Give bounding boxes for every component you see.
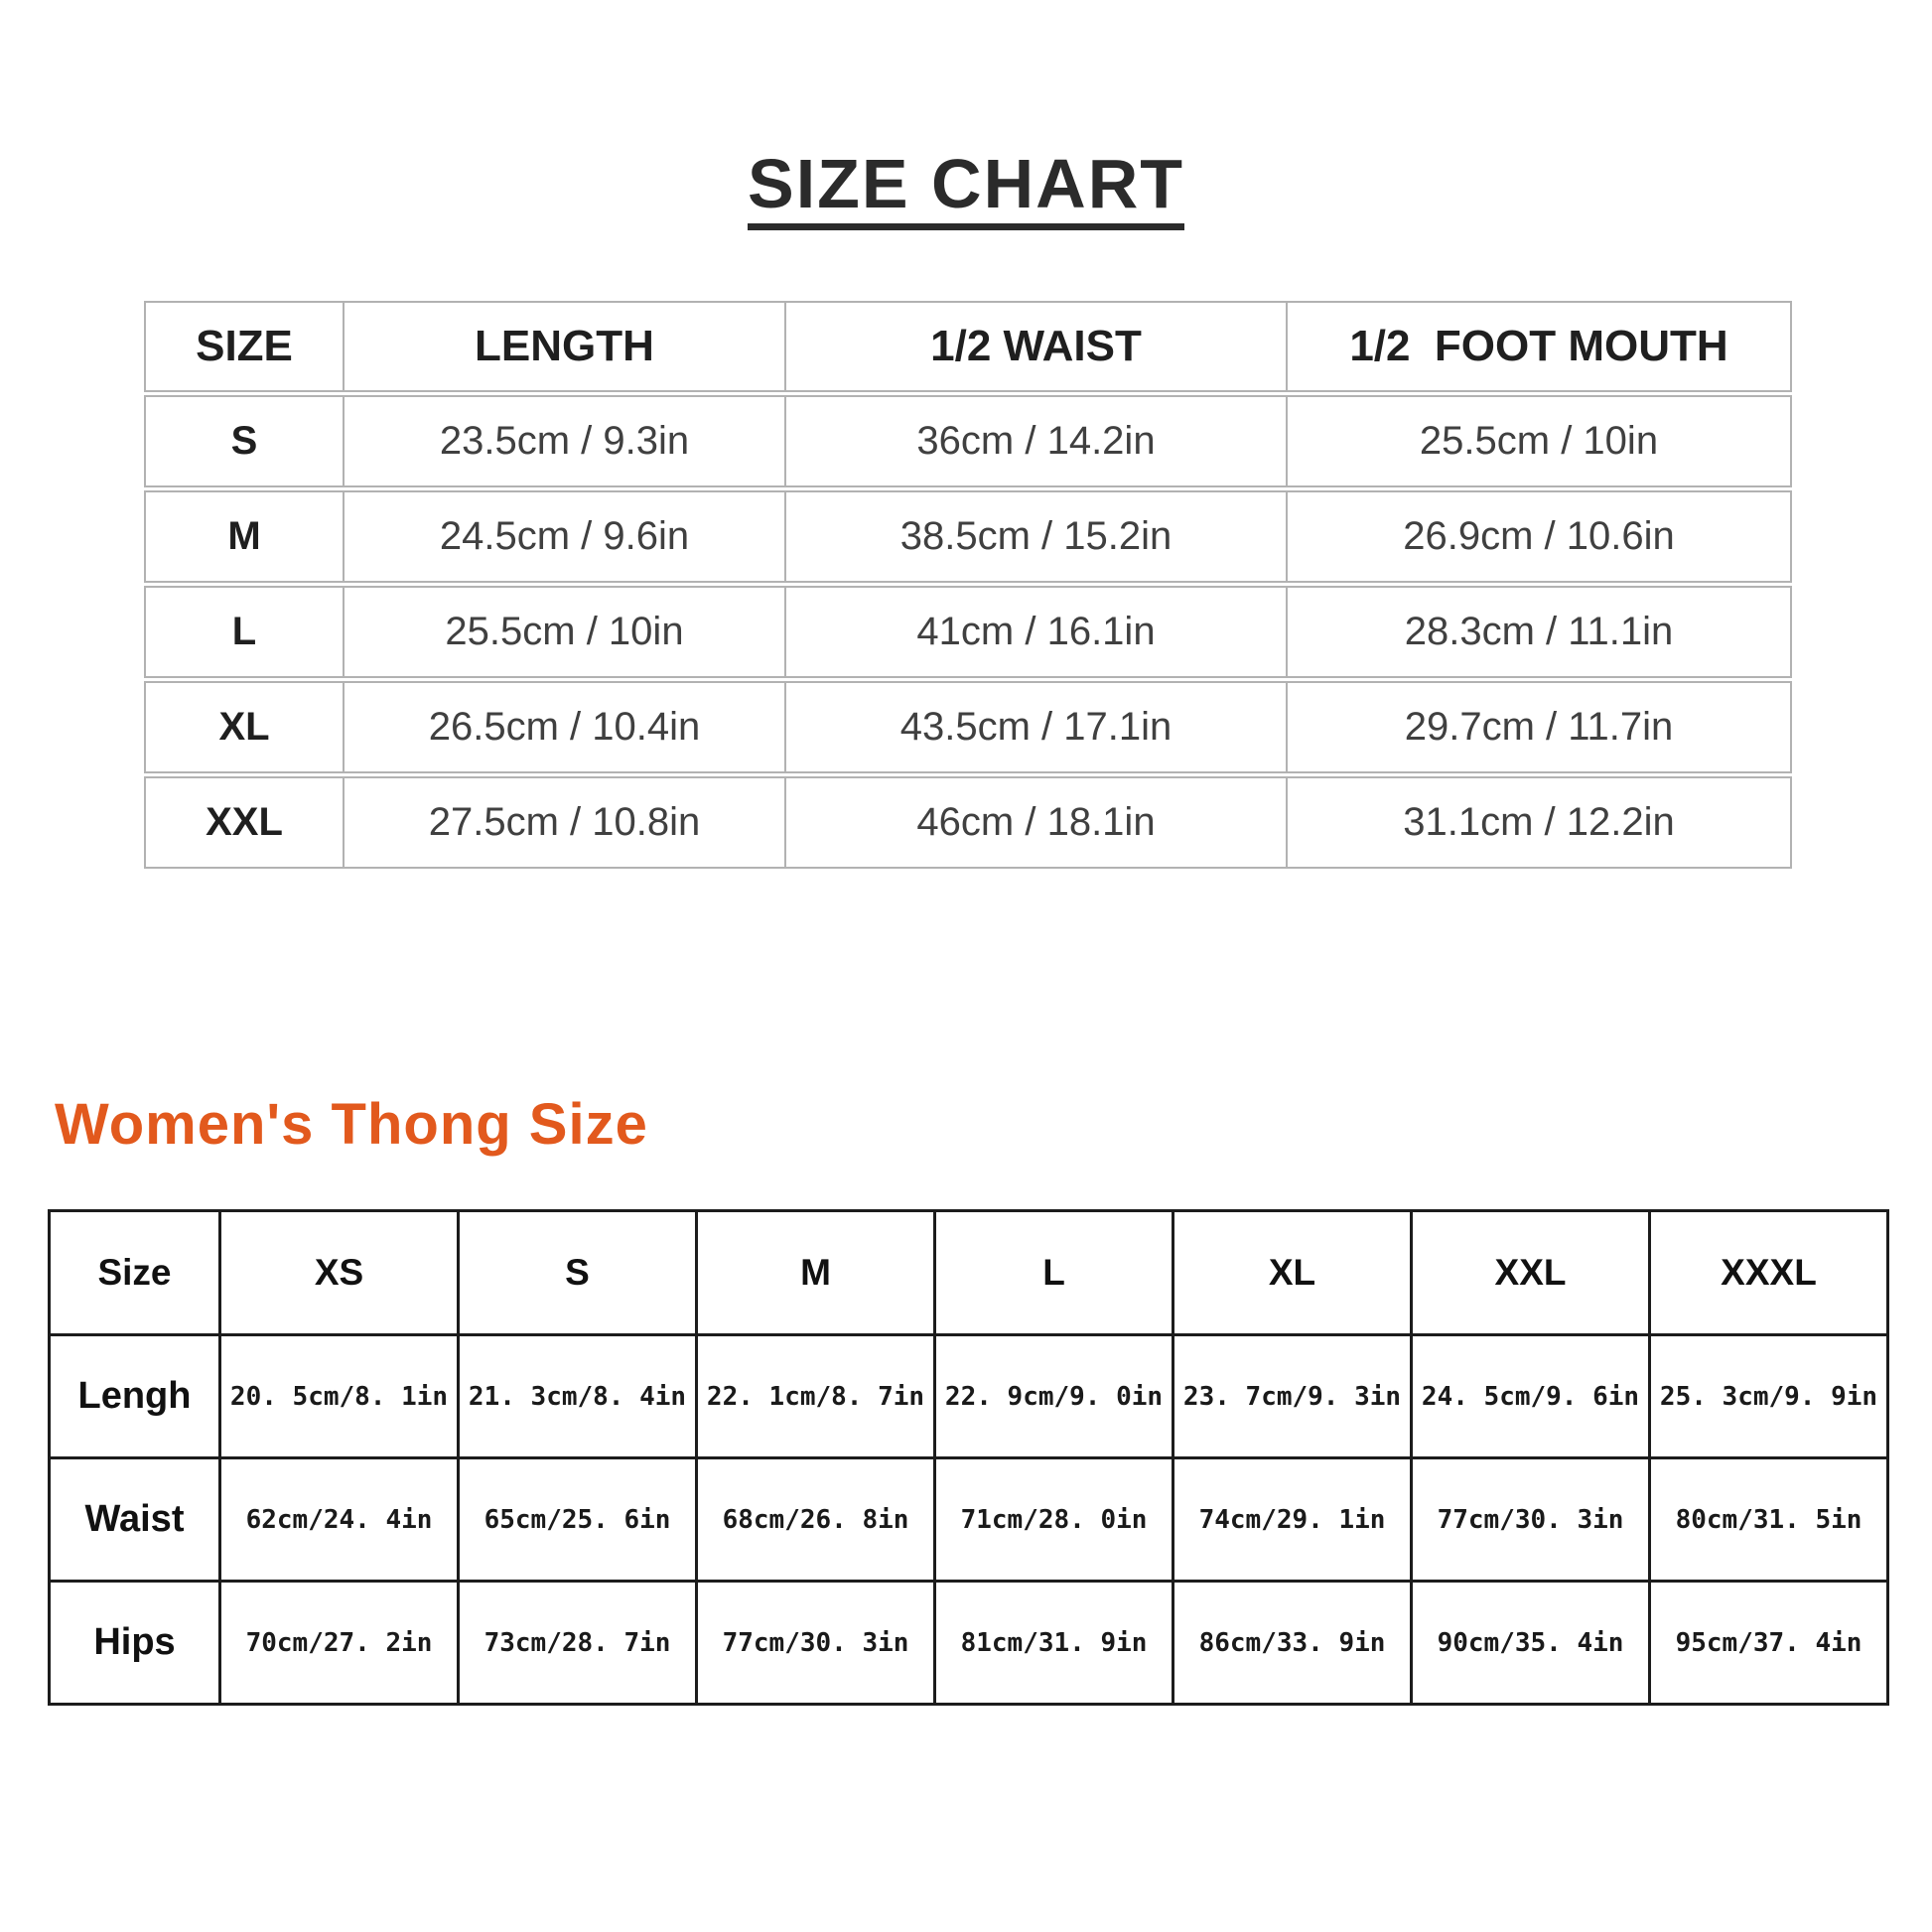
cell-size: L [144, 586, 343, 678]
cell-half-waist: 43.5cm / 17.1in [784, 681, 1286, 773]
row-label-hips: Hips [50, 1582, 220, 1705]
col-header-m: M [697, 1211, 935, 1335]
cell-size: M [144, 490, 343, 583]
cell-value: 95cm/37. 4in [1650, 1582, 1888, 1705]
col-header-s: S [459, 1211, 697, 1335]
cell-value: 24. 5cm/9. 6in [1412, 1335, 1650, 1458]
col-header-length: LENGTH [343, 301, 784, 392]
col-header-xs: XS [220, 1211, 459, 1335]
cell-half-waist: 46cm / 18.1in [784, 776, 1286, 869]
cell-value: 62cm/24. 4in [220, 1458, 459, 1582]
cell-value: 25. 3cm/9. 9in [1650, 1335, 1888, 1458]
page-title [0, 145, 1932, 222]
cell-length: 24.5cm / 9.6in [343, 490, 784, 583]
table-row [144, 395, 1792, 487]
cell-value: 71cm/28. 0in [935, 1458, 1173, 1582]
page-title-text: SIZE CHART [748, 145, 1184, 222]
table-row [144, 586, 1792, 678]
cell-value: 65cm/25. 6in [459, 1458, 697, 1582]
cell-length: 26.5cm / 10.4in [343, 681, 784, 773]
cell-value: 23. 7cm/9. 3in [1173, 1335, 1412, 1458]
col-header-size: SIZE [144, 301, 343, 392]
row-label-waist: Waist [50, 1458, 220, 1582]
size-chart-header-row [144, 301, 1792, 392]
table-row [50, 1458, 1888, 1582]
table-row [144, 490, 1792, 583]
size-chart-table [144, 298, 1792, 872]
cell-value: 86cm/33. 9in [1173, 1582, 1412, 1705]
cell-value: 81cm/31. 9in [935, 1582, 1173, 1705]
cell-half-foot-mouth: 26.9cm / 10.6in [1286, 490, 1792, 583]
cell-value: 77cm/30. 3in [1412, 1458, 1650, 1582]
cell-value: 74cm/29. 1in [1173, 1458, 1412, 1582]
table-row [50, 1582, 1888, 1705]
cell-value: 22. 1cm/8. 7in [697, 1335, 935, 1458]
cell-value: 77cm/30. 3in [697, 1582, 935, 1705]
thong-header-row [50, 1211, 1888, 1335]
col-header-xl: XL [1173, 1211, 1412, 1335]
cell-value: 80cm/31. 5in [1650, 1458, 1888, 1582]
cell-half-foot-mouth: 25.5cm / 10in [1286, 395, 1792, 487]
cell-size: S [144, 395, 343, 487]
cell-value: 22. 9cm/9. 0in [935, 1335, 1173, 1458]
cell-value: 20. 5cm/8. 1in [220, 1335, 459, 1458]
cell-value: 70cm/27. 2in [220, 1582, 459, 1705]
col-header-half-waist: 1/2 WAIST [784, 301, 1286, 392]
cell-length: 25.5cm / 10in [343, 586, 784, 678]
cell-size: XL [144, 681, 343, 773]
cell-length: 27.5cm / 10.8in [343, 776, 784, 869]
row-label-lengh: Lengh [50, 1335, 220, 1458]
cell-half-foot-mouth: 31.1cm / 12.2in [1286, 776, 1792, 869]
col-header-l: L [935, 1211, 1173, 1335]
cell-value: 21. 3cm/8. 4in [459, 1335, 697, 1458]
col-header-half-foot-mouth: 1/2 FOOT MOUTH [1286, 301, 1792, 392]
cell-size: XXL [144, 776, 343, 869]
cell-half-waist: 38.5cm / 15.2in [784, 490, 1286, 583]
table-row [144, 776, 1792, 869]
cell-value: 73cm/28. 7in [459, 1582, 697, 1705]
col-header-size: Size [50, 1211, 220, 1335]
cell-half-waist: 41cm / 16.1in [784, 586, 1286, 678]
thong-size-title: Women's Thong Size [55, 1092, 648, 1157]
cell-half-waist: 36cm / 14.2in [784, 395, 1286, 487]
cell-half-foot-mouth: 28.3cm / 11.1in [1286, 586, 1792, 678]
cell-value: 90cm/35. 4in [1412, 1582, 1650, 1705]
col-header-xxxl: XXXL [1650, 1211, 1888, 1335]
col-header-xxl: XXL [1412, 1211, 1650, 1335]
cell-length: 23.5cm / 9.3in [343, 395, 784, 487]
table-row [50, 1335, 1888, 1458]
cell-half-foot-mouth: 29.7cm / 11.7in [1286, 681, 1792, 773]
cell-value: 68cm/26. 8in [697, 1458, 935, 1582]
table-row [144, 681, 1792, 773]
thong-size-table [48, 1209, 1889, 1706]
